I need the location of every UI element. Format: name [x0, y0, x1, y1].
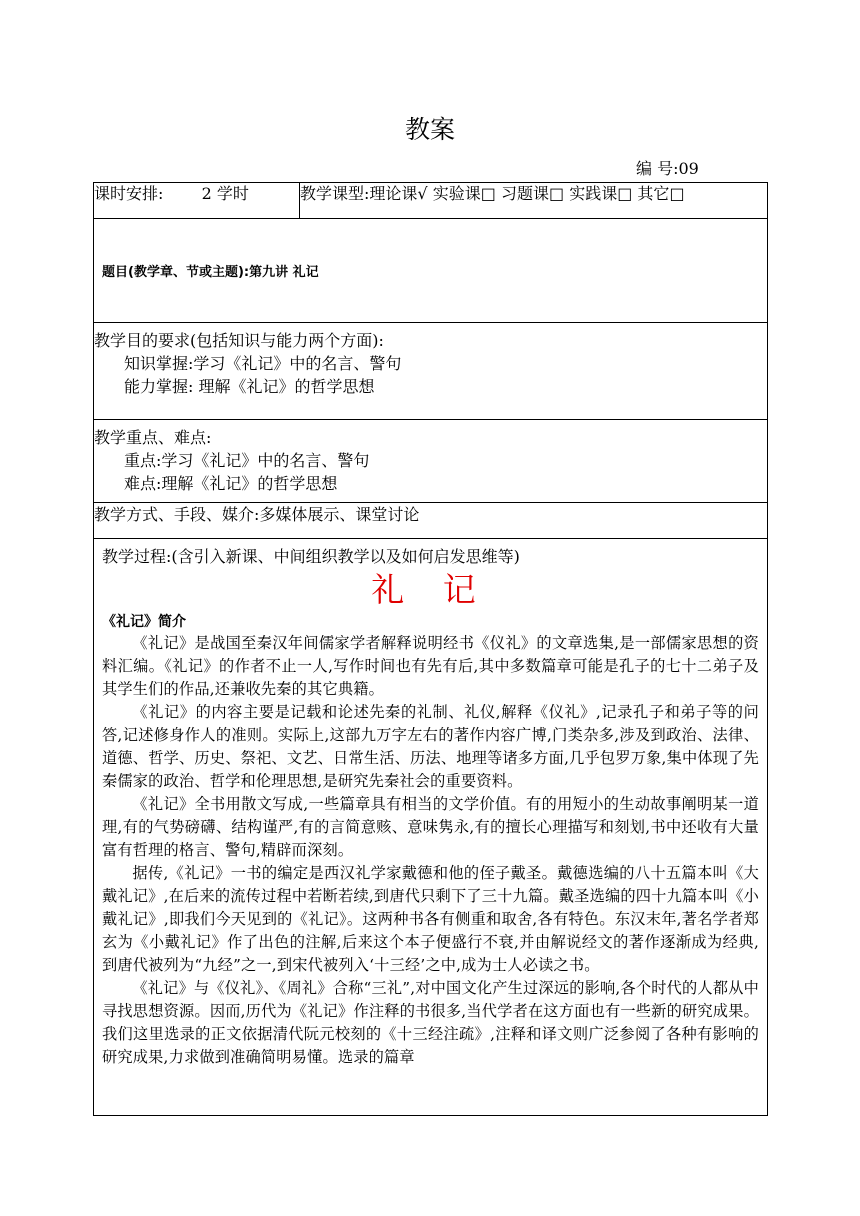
objectives-cell	[94, 323, 768, 420]
intro-heading: 《礼记》简介	[102, 614, 186, 630]
schedule-label: 课时安排:	[94, 184, 164, 203]
checkbox-icon: □	[480, 184, 496, 203]
option-other	[637, 184, 684, 203]
topic-value: 第九讲 礼记	[249, 265, 319, 280]
keypoint-key: 重点:学习《礼记》中的名言、警句	[124, 451, 370, 470]
checkbox-icon: □	[669, 184, 685, 203]
document-title: 教案	[404, 115, 455, 144]
keypoints-cell	[94, 420, 768, 503]
topic-line	[102, 261, 767, 280]
course-type-cell	[300, 183, 768, 219]
checkbox-icon: □	[548, 184, 565, 203]
option-label: 实践课	[569, 184, 618, 203]
paragraph: 《礼记》与《仪礼》、《周礼》合称“三礼”,对中国文化产生过深远的影响,各个时代的人都从中寻找思想资源。因而,历代为《礼记》作注释的书很多,当代学者在这方面也有一些新的研究成果。我们这里选录的正文依据清代阮元校刻的《十三经注疏》,注释和译文则广泛参阅了各种有影响的研究成果,力求做到准确简明易懂。选录的篇章	[102, 979, 759, 1066]
topic-cell	[94, 219, 768, 323]
number-value: 09	[678, 159, 699, 178]
option-label: 实验课	[432, 184, 481, 203]
schedule-cell	[94, 183, 300, 219]
document-number	[636, 156, 699, 179]
option-label: 理论课	[369, 184, 418, 203]
paragraph: 《礼记》是战国至秦汉年间儒家学者解释说明经书《仪礼》的文章选集,是一部儒家思想的资料汇编。《礼记》的作者不止一人,写作时间也有先有后,其中多数篇章可能是孔子的七十二弟子及其学生们的作品,还兼收先秦的其它典籍。	[102, 634, 759, 698]
methods-text: 教学方式、手段、媒介:多媒体展示、课堂讨论	[94, 505, 420, 524]
lesson-plan-table	[93, 182, 768, 1116]
course-type-label: 教学课型:	[300, 184, 370, 203]
option-label: 其它	[637, 184, 670, 203]
paragraph: 《礼记》的内容主要是记载和论述先秦的礼制、礼仪,解释《仪礼》,记录孔子和弟子等的问答,记述修身作人的准则。实际上,这部九万字左右的著作内容广博,门类杂多,涉及到政治、法律、道德、哲学、历史、祭祀、文艺、日常生活、历法、地理等诸多方面,几乎包罗万象,集中体现了先秦儒家的政治、哲学和伦理思想,是研究先秦社会的重要资料。	[102, 703, 759, 790]
option-lab	[433, 184, 496, 203]
process-cell	[94, 539, 768, 1116]
schedule-value: 2 学时	[201, 184, 249, 203]
methods-cell	[94, 503, 768, 539]
lecture-title: 礼 记	[371, 570, 490, 609]
paragraph: 《礼记》全书用散文写成,一些篇章具有相当的文学价值。有的用短小的生动故事阐明某一道理,有的气势磅礴、结构谨严,有的言简意赅、意味隽永,有的擅长心理描写和刻划,书中还收有大量富有哲理的格言、警句,精辟而深刻。	[102, 795, 759, 859]
option-theory	[369, 184, 427, 203]
number-label: 编 号:	[636, 159, 679, 178]
checkmark-icon: √	[417, 184, 428, 203]
paragraph: 据传,《礼记》一书的编定是西汉礼学家戴德和他的侄子戴圣。戴德选编的八十五篇本叫《大戴礼记》,在后来的流传过程中若断若续,到唐代只剩下了三十九篇。戴圣选编的四十九篇本叫《小戴礼记》,即我们今天见到的《礼记》。这两种书各有侧重和取舍,各有特色。东汉末年,著名学者郑玄为《小戴礼记》作了出色的注解,后来这个本子便盛行不衰,并由解说经文的著作逐渐成为经典,到唐代被列为“九经”之一,到宋代被列入‘十三经’之中,成为士人必读之书。	[102, 864, 759, 974]
objective-knowledge: 知识掌握:学习《礼记》中的名言、警句	[124, 354, 402, 373]
process-heading: 教学过程:(含引入新课、中间组织教学以及如何启发思维等)	[102, 547, 520, 566]
option-label: 习题课	[500, 184, 549, 203]
objective-ability: 能力掌握: 理解《礼记》的哲学思想	[124, 377, 375, 396]
option-exercise	[501, 184, 564, 203]
keypoints-heading: 教学重点、难点:	[94, 428, 212, 447]
checkbox-icon: □	[617, 184, 633, 203]
topic-label: 题目(教学章、节或主题):	[102, 265, 250, 280]
objectives-heading: 教学目的要求(包括知识与能力两个方面):	[94, 331, 384, 350]
option-practice	[569, 184, 632, 203]
keypoint-difficult: 难点:理解《礼记》的哲学思想	[124, 474, 338, 493]
